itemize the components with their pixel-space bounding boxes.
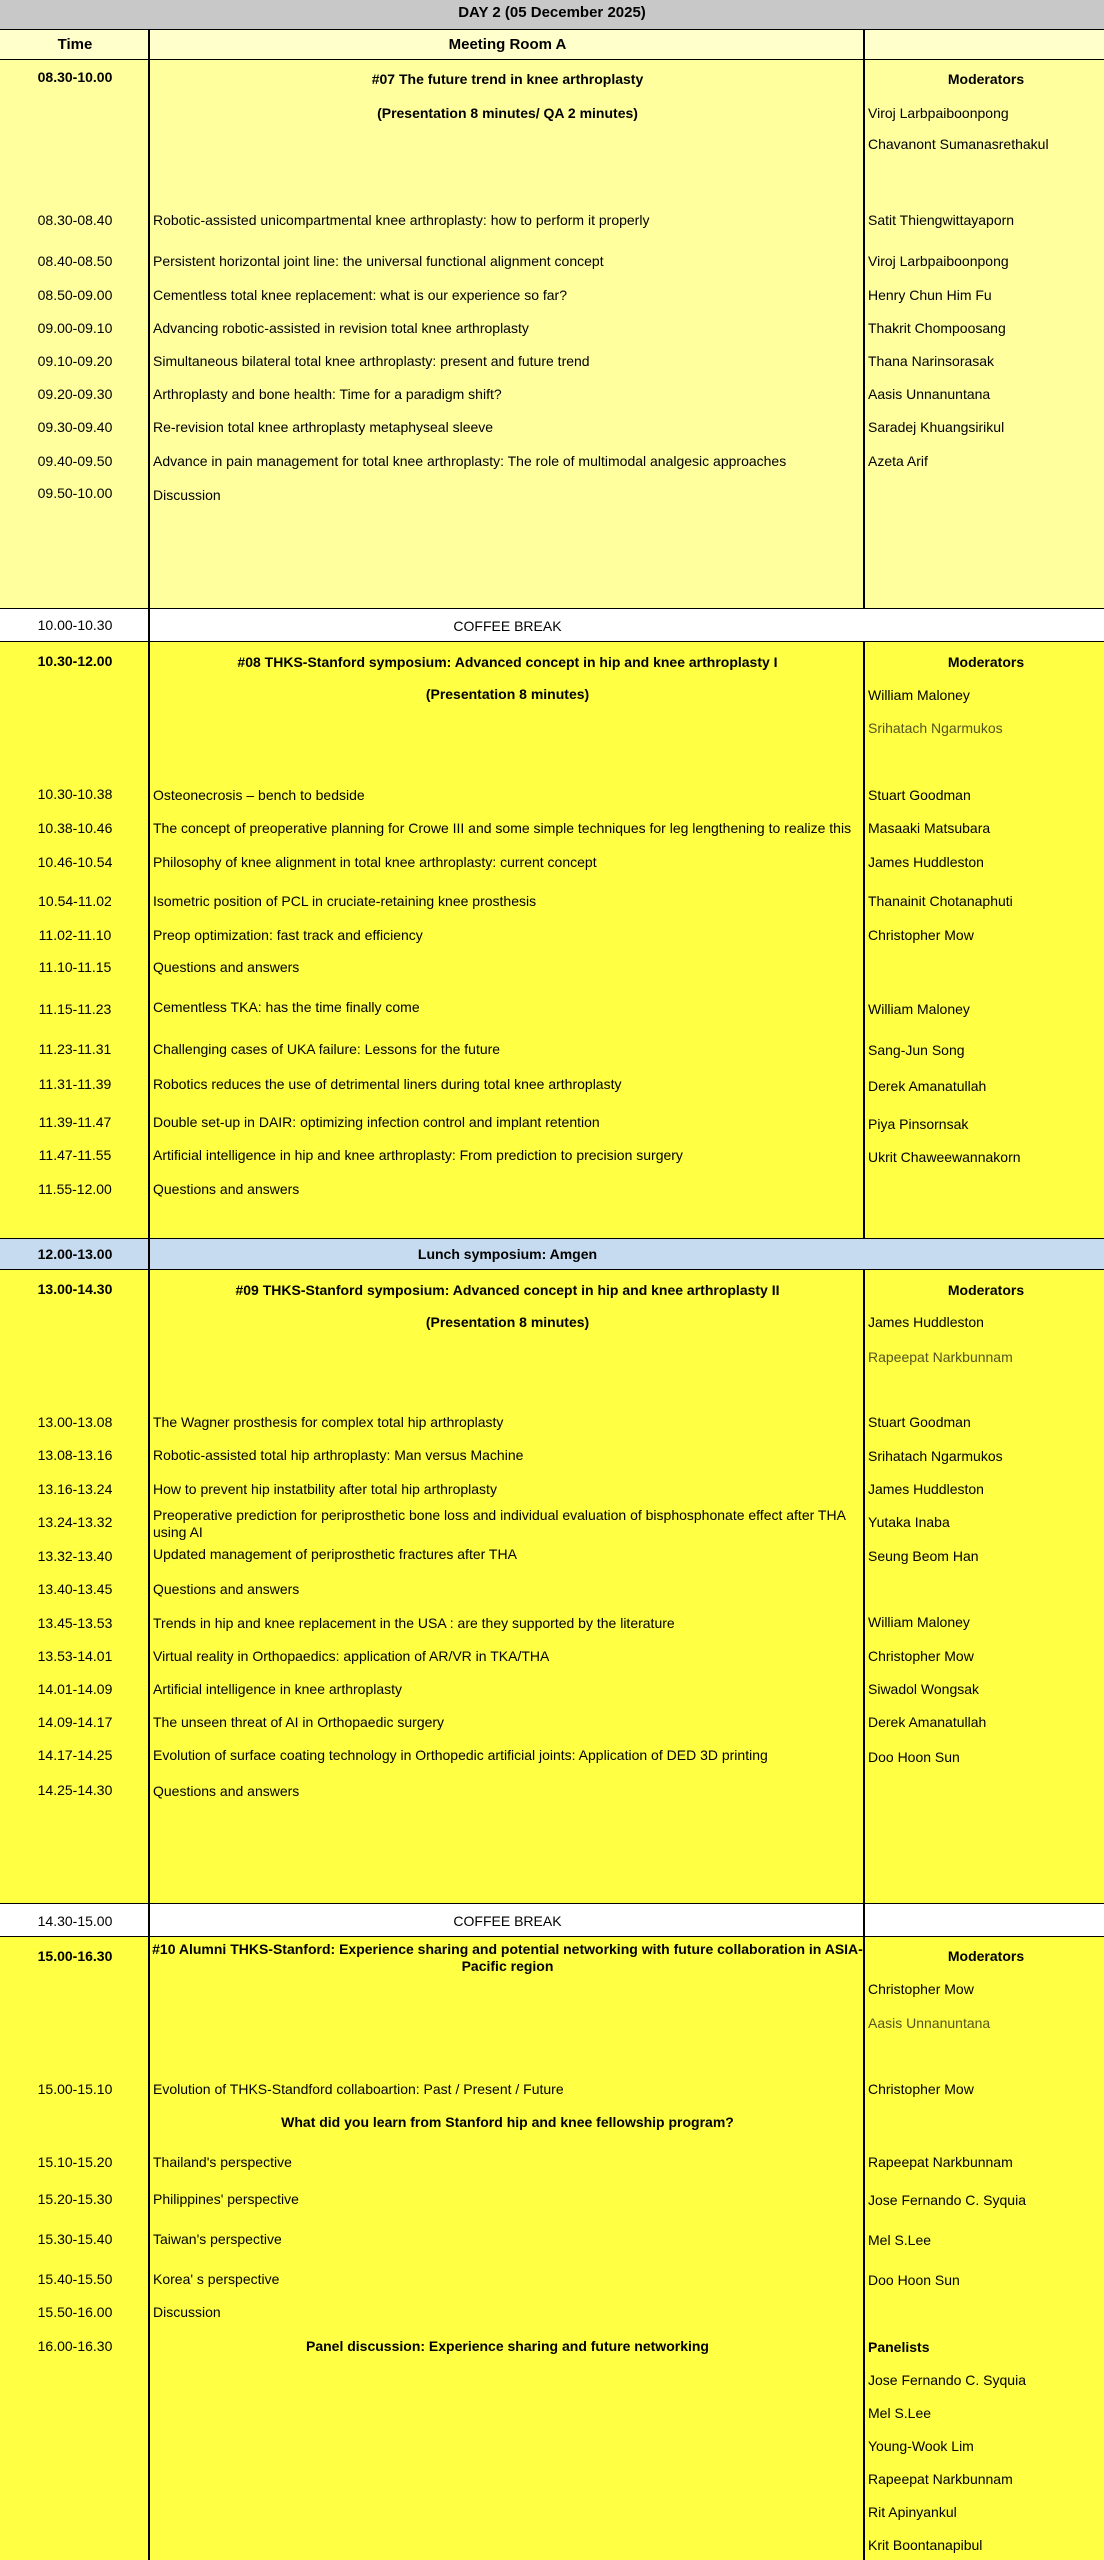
session-07-row-speaker: Aasis Unnanuntana [868, 386, 991, 402]
session-09-moderator: James Huddleston [868, 1314, 984, 1330]
session-09-row-time: 14.25-14.30 [37, 1782, 113, 1798]
session-08-row-title: Artificial intelligence in hip and knee arthroplasty: From prediction to precision surgery [153, 1147, 683, 1163]
session-09-row-title: The unseen threat of AI in Orthopaedic surgery [153, 1714, 445, 1730]
column-header-band [0, 30, 1104, 60]
session-09-row-title: Updated management of periprosthetic fractures after THA [153, 1546, 517, 1562]
session-10-row-time: 15.10-15.20 [37, 2154, 113, 2170]
session-07-moderator: Chavanont Sumanasrethakul [868, 136, 1049, 152]
session-09-row-time: 13.53-14.01 [37, 1648, 113, 1664]
session-09-time: 13.00-14.30 [37, 1281, 113, 1297]
session-07-row-time: 09.20-09.30 [37, 386, 113, 402]
session-09-row-time: 13.24-13.32 [37, 1514, 113, 1530]
session-08-row-speaker: Christopher Mow [868, 927, 974, 943]
session-10-row-title: Evolution of THKS-Standford collaboartion: Past / Present / Future [153, 2081, 564, 2097]
session-07-moderator: Viroj Larbpaiboonpong [868, 105, 1009, 121]
session-08-row-speaker: Masaaki Matsubara [868, 820, 991, 836]
lunch-label: Lunch symposium: Amgen [417, 1246, 598, 1262]
session-07-row-title: Advance in pain management for total knee arthroplasty: The role of multimodal analgesic approaches [153, 453, 787, 469]
session-09-row-title: The Wagner prosthesis for complex total hip arthroplasty [153, 1414, 504, 1430]
session-07-row-speaker: Satit Thiengwittayaporn [868, 212, 1015, 228]
session-09-subtitle: (Presentation 8 minutes) [425, 1314, 590, 1330]
coffee-break-1-label: COFFEE BREAK [453, 618, 562, 634]
session-09-row-speaker: Seung Beom Han [868, 1548, 979, 1564]
session-09-row-time: 13.45-13.53 [37, 1615, 113, 1631]
session-08-row-speaker: James Huddleston [868, 854, 984, 870]
session-08-row-title: Questions and answers [153, 1181, 300, 1197]
session-07-row-time: 09.40-09.50 [37, 453, 113, 469]
session-09-moderators-label: Moderators [947, 1282, 1025, 1298]
grid-line-mod-2 [863, 642, 865, 1238]
session-09-row-time: 14.09-14.17 [37, 1714, 113, 1730]
session-10-moderator: Christopher Mow [868, 1981, 974, 1997]
session-08-row-speaker: Derek Amanatullah [868, 1078, 987, 1094]
grid-line-mod-3 [863, 1270, 865, 1903]
session-09-row-title: Questions and answers [153, 1783, 300, 1799]
session-09-row-title: Questions and answers [153, 1581, 300, 1597]
session-09-row-speaker: Srihatach Ngarmukos [868, 1448, 1003, 1464]
column-header-time: Time [57, 36, 93, 53]
session-07-title: #07 The future trend in knee arthroplasty [371, 71, 644, 87]
session-10-row-time: 15.20-15.30 [37, 2191, 113, 2207]
session-08-moderators-label: Moderators [947, 654, 1025, 670]
session-09-row-time: 13.32-13.40 [37, 1548, 113, 1564]
session-10-title: #10 Alumni THKS-Stanford: Experience sharing and potential networking with future collaboration in ASIA-Pacific region [152, 1941, 863, 1974]
session-08-row-title: Robotics reduces the use of detrimental liners during total knee arthroplasty [153, 1076, 622, 1092]
session-07-row-time: 09.10-09.20 [37, 353, 113, 369]
session-07-row-speaker: Azeta Arif [868, 453, 928, 469]
session-08-row-title: Challenging cases of UKA failure: Lessons for the future [153, 1041, 501, 1057]
session-08-row-title: Philosophy of knee alignment in total knee arthroplasty: current concept [153, 854, 597, 870]
session-07-row-speaker: Saradej Khuangsirikul [868, 419, 1005, 435]
panel-title: Panel discussion: Experience sharing and future networking [306, 2338, 709, 2354]
session-07-row-speaker: Thana Narinsorasak [868, 353, 995, 369]
session-08-row-speaker: Sang-Jun Song [868, 1042, 965, 1058]
session-10-row-title: Philippines' perspective [153, 2191, 299, 2207]
panelist: Rapeepat Narkbunnam [868, 2471, 1013, 2487]
session-09-row-speaker: Siwadol Wongsak [868, 1681, 980, 1697]
session-09-row-speaker: Yutaka Inaba [868, 1514, 950, 1530]
session-07-row-title: Cementless total knee replacement: what is our experience so far? [153, 287, 567, 303]
session-08-row-time: 11.31-11.39 [38, 1076, 112, 1092]
grid-line-mod-5 [863, 1937, 865, 2560]
session-08-row-speaker: William Maloney [868, 1001, 970, 1017]
session-09-row-time: 13.16-13.24 [37, 1481, 113, 1497]
session-07-row-time: 09.50-10.00 [37, 485, 113, 501]
session-09-moderator: Rapeepat Narkbunnam [868, 1349, 1013, 1365]
session-08-row-speaker: Thanainit Chotanaphuti [868, 893, 1013, 909]
session-07-row-time: 09.00-09.10 [37, 320, 113, 336]
session-08-row-speaker: Piya Pinsornsak [868, 1116, 969, 1132]
session-08-moderator: Srihatach Ngarmukos [868, 720, 1003, 736]
session-07-row-title: Advancing robotic-assisted in revision total knee arthroplasty [153, 320, 529, 336]
session-10-row-speaker: Christopher Mow [868, 2081, 974, 2097]
session-08-row-title: Double set-up in DAIR: optimizing infection control and implant retention [153, 1114, 600, 1130]
session-08-row-time: 11.23-11.31 [38, 1041, 112, 1057]
session-09-row-time: 14.01-14.09 [37, 1681, 113, 1697]
session-07-row-title: Persistent horizontal joint line: the universal functional alignment concept [153, 253, 604, 269]
session-08-row-title: Preop optimization: fast track and efficiency [153, 927, 423, 943]
session-08-row-time: 10.46-10.54 [37, 854, 113, 870]
session-08-row-time: 10.38-10.46 [37, 820, 113, 836]
panelist: Krit Boontanapibul [868, 2537, 983, 2553]
session-08-time: 10.30-12.00 [37, 653, 113, 669]
session-09-row-title: Virtual reality in Orthopaedics: application of AR/VR in TKA/THA [153, 1648, 550, 1664]
session-08-row-time: 11.10-11.15 [38, 959, 112, 975]
session-10-row-title: Korea' s perspective [153, 2271, 280, 2287]
session-08-row-title: Cementless TKA: has the time finally come [153, 999, 420, 1015]
session-09-row-title: Artificial intelligence in knee arthroplasty [153, 1681, 403, 1697]
session-07-row-speaker: Viroj Larbpaiboonpong [868, 253, 1009, 269]
session-09-row-speaker: William Maloney [868, 1614, 970, 1630]
session-08-row-time: 11.15-11.23 [38, 1001, 112, 1017]
session-07-row-speaker: Thakrit Chompoosang [868, 320, 1006, 336]
session-09-row-speaker: James Huddleston [868, 1481, 984, 1497]
session-08-row-time: 10.54-11.02 [38, 893, 112, 909]
panelist: Mel S.Lee [868, 2405, 932, 2421]
session-07-subtitle: (Presentation 8 minutes/ QA 2 minutes) [377, 105, 638, 121]
session-09-row-title: How to prevent hip instatbility after total hip arthroplasty [153, 1481, 497, 1497]
session-07-row-title: Re-revision total knee arthroplasty metaphyseal sleeve [153, 419, 494, 435]
session-07-row-title: Robotic-assisted unicompartmental knee arthroplasty: how to perform it properly [153, 212, 650, 228]
session-07-row-title: Discussion [153, 487, 221, 503]
session-10-moderators-label: Moderators [947, 1948, 1025, 1964]
coffee-break-1-time: 10.00-10.30 [37, 617, 113, 633]
session-08-row-time: 11.39-11.47 [38, 1114, 112, 1130]
session-08-row-time: 10.30-10.38 [37, 786, 113, 802]
session-10-row-speaker: Jose Fernando C. Syquia [868, 2192, 1026, 2208]
session-07-row-title: Simultaneous bilateral total knee arthroplasty: present and future trend [153, 353, 590, 369]
session-09-title: #09 THKS-Stanford symposium: Advanced concept in hip and knee arthroplasty II [235, 1282, 780, 1298]
session-08-row-speaker: Ukrit Chaweewannakorn [868, 1149, 1021, 1165]
panelists-label: Panelists [868, 2339, 930, 2355]
session-09-row-speaker: Christopher Mow [868, 1648, 974, 1664]
session-07-moderators-label: Moderators [947, 71, 1025, 87]
session-10-row-title: Taiwan's perspective [153, 2231, 282, 2247]
session-09-row-title: Trends in hip and knee replacement in the USA : are they supported by the literature [153, 1615, 675, 1631]
session-07-row-time: 08.50-09.00 [37, 287, 113, 303]
session-08-row-title: Isometric position of PCL in cruciate-retaining knee prosthesis [153, 893, 537, 909]
session-10-row-speaker: Mel S.Lee [868, 2232, 932, 2248]
session-08-title: #08 THKS-Stanford symposium: Advanced concept in hip and knee arthroplasty I [237, 654, 778, 670]
session-10-row-title: Thailand's perspective [153, 2154, 292, 2170]
session-08-subtitle: (Presentation 8 minutes) [425, 686, 590, 702]
session-10-row-title: Discussion [153, 2304, 221, 2320]
session-09-row-time: 13.40-13.45 [37, 1581, 113, 1597]
session-09-row-title: Preoperative prediction for periprosthetic bone loss and individual evaluation of bisphosphonate effect after THA using AI [153, 1507, 846, 1540]
session-10-row-time: 15.30-15.40 [37, 2231, 113, 2247]
session-08-row-speaker: Stuart Goodman [868, 787, 971, 803]
session-08-row-title: The concept of preoperative planning for Crowe III and some simple techniques for leg lengthening to realize this [153, 820, 852, 836]
column-header-room: Meeting Room A [448, 36, 567, 53]
panel-time: 16.00-16.30 [37, 2338, 113, 2354]
day-title-band [0, 0, 1104, 30]
panelist: Jose Fernando C. Syquia [868, 2372, 1026, 2388]
day-title: DAY 2 (05 December 2025) [458, 4, 646, 21]
session-10-question-heading: What did you learn from Stanford hip and knee fellowship program? [281, 2114, 734, 2130]
session-08-row-time: 11.47-11.55 [38, 1147, 112, 1163]
session-08-row-title: Osteonecrosis – bench to bedside [153, 787, 365, 803]
panelist: Young-Wook Lim [868, 2438, 974, 2454]
session-09-row-time: 13.00-13.08 [37, 1414, 113, 1430]
session-08-moderator: William Maloney [868, 687, 970, 703]
session-07-time: 08.30-10.00 [37, 69, 113, 85]
session-08-row-time: 11.02-11.10 [38, 927, 112, 943]
session-09-row-speaker: Derek Amanatullah [868, 1714, 987, 1730]
session-09-row-title: Evolution of surface coating technology in Orthopedic artificial joints: Application of DED 3D printing [153, 1747, 768, 1763]
coffee-break-2-label: COFFEE BREAK [453, 1913, 562, 1929]
coffee-break-2-time: 14.30-15.00 [37, 1913, 113, 1929]
session-09-row-speaker: Stuart Goodman [868, 1414, 971, 1430]
session-09-row-time: 14.17-14.25 [37, 1747, 113, 1763]
session-09-row-title: Robotic-assisted total hip arthroplasty: Man versus Machine [153, 1447, 524, 1463]
session-07-row-time: 09.30-09.40 [37, 419, 113, 435]
session-09-row-speaker: Doo Hoon Sun [868, 1749, 960, 1765]
session-07-row-time: 08.30-08.40 [37, 212, 113, 228]
lunch-time: 12.00-13.00 [37, 1246, 113, 1262]
session-08-row-title: Questions and answers [153, 959, 300, 975]
session-10-time: 15.00-16.30 [37, 1948, 113, 1964]
session-10-row-time: 15.40-15.50 [37, 2271, 113, 2287]
session-10-row-speaker: Doo Hoon Sun [868, 2272, 960, 2288]
session-07-row-time: 08.40-08.50 [37, 253, 113, 269]
session-10-row-time: 15.00-15.10 [37, 2081, 113, 2097]
panelist: Rit Apinyankul [868, 2504, 957, 2520]
session-10-row-speaker: Rapeepat Narkbunnam [868, 2154, 1013, 2170]
session-07-row-title: Arthroplasty and bone health: Time for a paradigm shift? [153, 386, 502, 402]
session-10-row-time: 15.50-16.00 [37, 2304, 113, 2320]
session-10-moderator: Aasis Unnanuntana [868, 2015, 991, 2031]
session-07-row-speaker: Henry Chun Him Fu [868, 287, 992, 303]
session-09-row-time: 13.08-13.16 [37, 1447, 113, 1463]
session-08-row-time: 11.55-12.00 [38, 1181, 112, 1197]
